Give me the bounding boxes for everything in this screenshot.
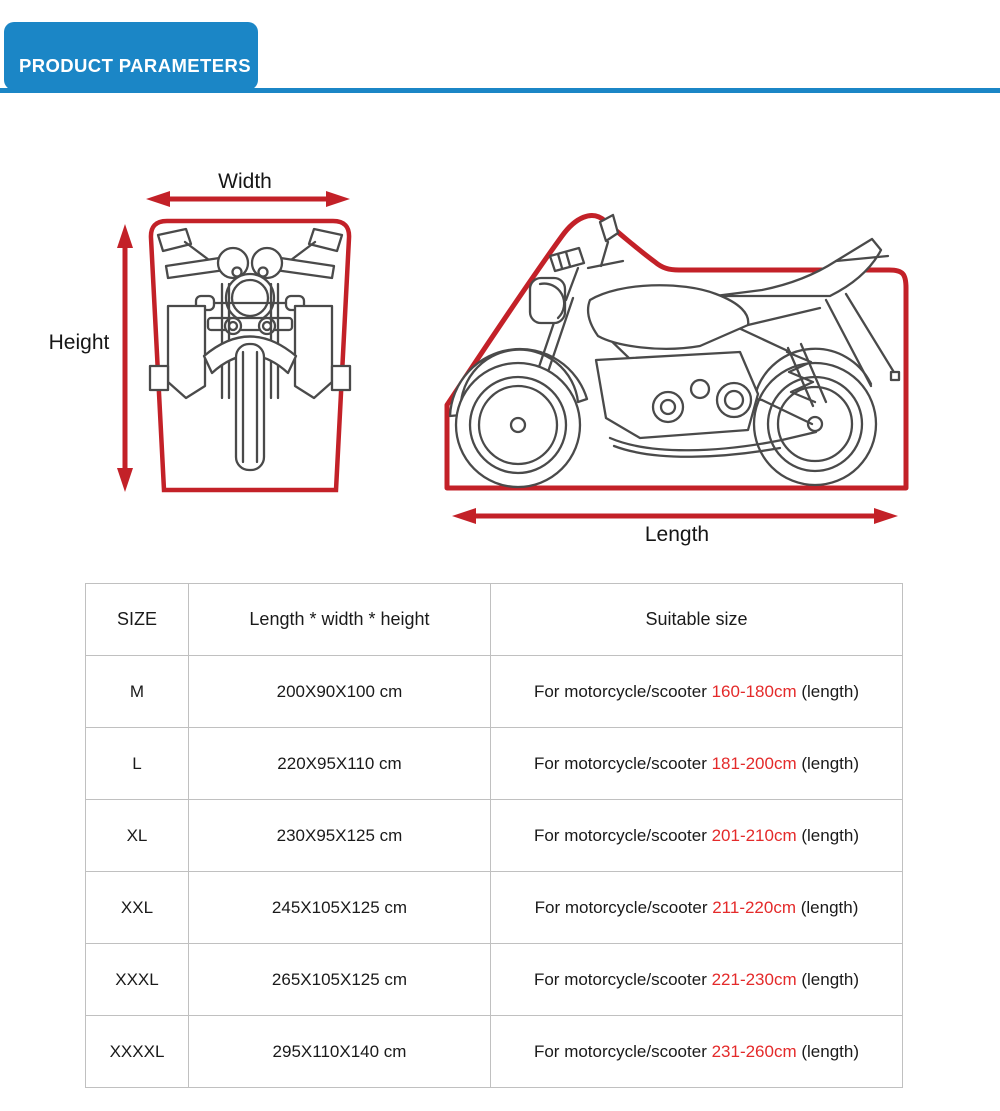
size-cell: L — [86, 728, 189, 800]
dimensions-cell: 245X105X125 cm — [189, 872, 491, 944]
suitable-suffix: (length) — [796, 753, 860, 773]
width-arrow — [146, 191, 350, 207]
suitable-prefix: For motorcycle/scooter — [533, 681, 712, 701]
size-cell: XXXXL — [86, 1016, 189, 1088]
motorcycle-front-drawing — [150, 229, 350, 470]
suitable-prefix: For motorcycle/scooter — [534, 897, 713, 917]
table-row — [86, 944, 903, 1016]
suitable-prefix: For motorcycle/scooter — [533, 969, 712, 989]
dimensions-cell: 220X95X110 cm — [189, 728, 491, 800]
suitable-prefix: For motorcycle/scooter — [533, 825, 712, 845]
column-header-suitable: Suitable size — [491, 584, 903, 656]
size-cell: XL — [86, 800, 189, 872]
height-label: Height — [48, 331, 110, 354]
size-cell: M — [86, 656, 189, 728]
suitable-suffix: (length) — [796, 969, 860, 989]
suitable-range: 211-220cm — [712, 897, 797, 917]
height-arrow — [117, 224, 133, 492]
suitable-range: 160-180cm — [711, 681, 797, 701]
column-header-size: SIZE — [86, 584, 189, 656]
header-tab — [4, 22, 258, 90]
suitable-suffix: (length) — [796, 825, 860, 845]
table-row — [86, 872, 903, 944]
dimensions-cell: 200X90X100 cm — [189, 656, 491, 728]
suitable-cell — [491, 944, 903, 1016]
table-row — [86, 1016, 903, 1088]
suitable-suffix: (length) — [796, 1041, 860, 1061]
side-view-figure — [447, 215, 906, 546]
dimensions-cell: 295X110X140 cm — [189, 1016, 491, 1088]
table-header-row — [86, 584, 903, 656]
table-row — [86, 800, 903, 872]
suitable-cell — [491, 800, 903, 872]
suitable-range: 201-210cm — [711, 825, 797, 845]
column-header-dimensions: Length * width * height — [189, 584, 491, 656]
suitable-cell — [491, 656, 903, 728]
length-arrow — [452, 508, 898, 524]
size-cell: XXXL — [86, 944, 189, 1016]
front-view-figure — [49, 170, 350, 492]
suitable-cell — [491, 728, 903, 800]
size-cell: XXL — [86, 872, 189, 944]
dimensions-cell: 230X95X125 cm — [189, 800, 491, 872]
dimension-diagram — [0, 140, 1000, 560]
length-label: Length — [644, 523, 710, 546]
suitable-cell — [491, 872, 903, 944]
page-title: PRODUCT PARAMETERS — [19, 55, 251, 76]
suitable-suffix: (length) — [796, 897, 859, 917]
suitable-range: 221-230cm — [711, 969, 797, 989]
width-label: Width — [218, 170, 272, 193]
suitable-range: 181-200cm — [711, 753, 797, 773]
suitable-suffix: (length) — [796, 681, 860, 701]
suitable-cell — [491, 1016, 903, 1088]
suitable-prefix: For motorcycle/scooter — [533, 1041, 712, 1061]
table-row — [86, 656, 903, 728]
dimensions-cell: 265X105X125 cm — [189, 944, 491, 1016]
motorcycle-side-drawing — [450, 215, 899, 487]
table-row — [86, 728, 903, 800]
size-table — [85, 583, 903, 1088]
suitable-prefix: For motorcycle/scooter — [533, 753, 712, 773]
suitable-range: 231-260cm — [711, 1041, 797, 1061]
